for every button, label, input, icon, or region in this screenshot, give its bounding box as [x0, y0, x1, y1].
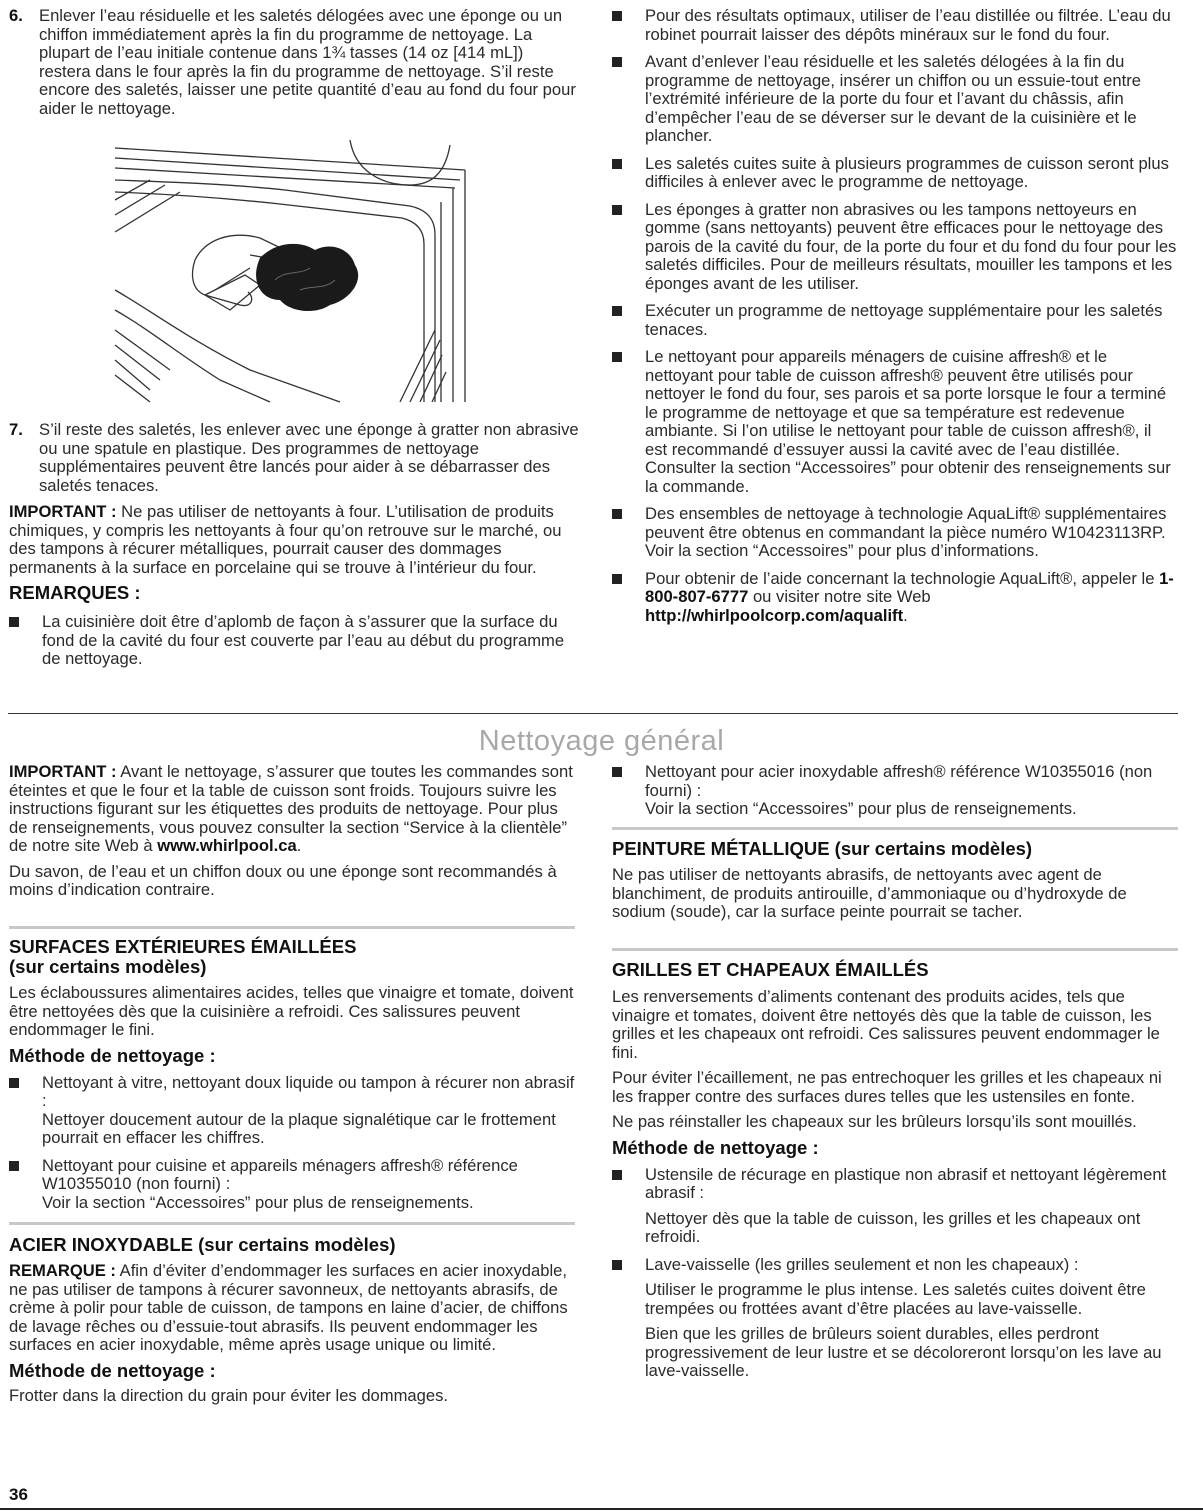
- rule: [9, 1222, 575, 1225]
- bullet-subtext: Voir la section “Accessoires” pour plus de renseignements.: [42, 1192, 474, 1212]
- bullet-square-icon: [9, 1078, 19, 1088]
- bottom-right-column: [612, 763, 1178, 819]
- methode-heading: Méthode de nettoyage :: [9, 1044, 216, 1066]
- surfaces-heading: SURFACES EXTÉRIEURES ÉMAILLÉES: [9, 936, 357, 957]
- bullet-subtext: Voir la section “Accessoires” pour plus de renseignements.: [645, 799, 1077, 818]
- top-left-column: [9, 7, 579, 118]
- acier-heading-bold: ACIER INOXYDABLE: [9, 1234, 193, 1255]
- surfaces-subheading: (sur certains modèles): [9, 956, 207, 977]
- important-paragraph: [9, 763, 575, 856]
- grilles-heading: GRILLES ET CHAPEAUX ÉMAILLÉS: [612, 959, 929, 980]
- page-number: 36: [9, 1485, 28, 1504]
- tip-bullet-5: [612, 302, 1178, 339]
- step-number: 7.: [9, 420, 23, 439]
- tip-bullet-6: [612, 348, 1178, 496]
- bullet-subtext: Utiliser le programme le plus intense. Les saletés cuites doivent être trempées ou frottées avant d’être placées au lave-vaisselle.: [645, 1280, 1146, 1318]
- bullet-text: La cuisinière doit être d’aplomb de façon à s’assurer que la surface du fond de la cavité du four est couverte par l’eau au début du programme de nettoyage.: [42, 612, 565, 668]
- bullet-text: Nettoyant à vitre, nettoyant doux liquide ou tampon à récurer non abrasif :: [42, 1072, 575, 1110]
- grilles-paragraph-2: Pour éviter l’écaillement, ne pas entrechoquer les grilles et les chapeaux ni les frapper contre des surfaces dures telles que les ustensiles en fonte.: [612, 1068, 1162, 1106]
- section-title: Nettoyage général: [478, 725, 725, 757]
- bullet-square-icon: [612, 1170, 622, 1180]
- tip-bullet-8: [612, 570, 1178, 626]
- rule: [612, 827, 1178, 830]
- bullet-square-icon: [612, 306, 622, 316]
- oven-cleaning-illustration: [110, 140, 470, 405]
- text-end: .: [296, 836, 302, 855]
- bullet-square-icon: [9, 1161, 19, 1171]
- bullet-square-icon: [9, 617, 19, 627]
- tip-bullet-3: [612, 155, 1178, 192]
- grilles-paragraph-3: Ne pas réinstaller les chapeaux sur les brûleurs lorsqu’ils sont mouillés.: [612, 1112, 1137, 1131]
- bullet-square-icon: [612, 57, 622, 67]
- rule: [9, 926, 575, 929]
- frotter-text: Frotter dans la direction du grain pour éviter les dommages.: [9, 1385, 449, 1405]
- important-label: IMPORTANT :: [9, 502, 117, 521]
- remarque-bullet: [9, 613, 579, 669]
- acier-heading-rest: (sur certains modèles): [193, 1234, 396, 1255]
- surfaces-bullet-1: [9, 1074, 575, 1148]
- rule: [612, 948, 1178, 951]
- phone-number: 1-800-807-6777: [645, 568, 1174, 606]
- peinture-heading: [612, 839, 1178, 859]
- text-pre: Pour obtenir de l’aide concernant la technologie AquaLift®, appeler le: [645, 568, 1160, 588]
- step-6: [9, 7, 579, 118]
- important-text: Avant le nettoyage, s’assurer que toutes les commandes sont éteintes et que le four et la table de cuisson sont froids. Toujours suivre les instructions figurant sur les étiquettes des produits de nettoyage. Pour plus de renseignements, vous pouvez consulter la section “Service à la clientèle” de notre site Web à: [9, 762, 573, 855]
- bullet-square-icon: [612, 205, 622, 215]
- remarques-heading: REMARQUES :: [9, 582, 141, 603]
- remarque-text: Afin d’éviter d’endommager les surfaces en acier inoxydable, ne pas utiliser de tampons à récurer savonneux, de nettoyants abrasifs, de crème à polir pour table de cuisson, de tampons en laine d’acier, de chiffons de lavage rêches ou d’essuie-tout abrasifs. Ils peuvent endommager les surfaces en acier inoxydable, même après usage unique ou limité.: [9, 1261, 568, 1354]
- bullet-text: Nettoyant pour cuisine et appareils ménagers affresh® référence W10355010 (non fourni) :: [42, 1155, 518, 1193]
- bullet-text: Les saletés cuites suite à plusieurs programmes de cuisson seront plus difficiles à enlever avec le programme de nettoyage.: [645, 153, 1169, 191]
- grilles-paragraph-1: Les renversements d’aliments contenant des produits acides, tels que vinaigre et tomates, doivent être nettoyés dès que la table de cuisson, les grilles et les chapeaux ont refroidi. Ces salissures peuvent endommager le fini.: [612, 987, 1160, 1062]
- remarque-label: REMARQUE :: [9, 1261, 116, 1280]
- bullet-square-icon: [612, 1260, 622, 1270]
- important-paragraph: [9, 503, 579, 577]
- important-text: Ne pas utiliser de nettoyants à four. L’utilisation de produits chimiques, y compris les nettoyants à four qu’on retrouve sur le marché, ou des tampons à récurer métalliques, pourrait causer des dommages permanents à la surface en porcelaine qui se trouve à l’intérieur du four.: [9, 502, 562, 577]
- grilles-section: [612, 960, 1178, 1381]
- tip-bullet-1: [612, 7, 1178, 44]
- inox-bullet: [612, 763, 1178, 819]
- text-mid: ou visiter notre site Web: [748, 587, 931, 606]
- bullet-square-icon: [612, 11, 622, 21]
- text-end: .: [903, 605, 908, 625]
- peinture-text: Ne pas utiliser de nettoyants abrasifs, de nettoyants avec agent de blanchiment, de produits antirouille, d’ammoniaque ou d’hydroxyde de sodium (soude), car la surface peinte pourrait se tacher.: [612, 865, 1127, 921]
- methode-heading: Méthode de nettoyage :: [9, 1359, 216, 1381]
- soap-paragraph: Du savon, de l’eau et un chiffon doux ou une éponge sont recommandés à moins d’indication contraire.: [9, 861, 557, 899]
- step-number: 6.: [9, 6, 23, 25]
- grilles-bullet-2: [612, 1256, 1178, 1381]
- bullet-text: Exécuter un programme de nettoyage supplémentaire pour les saletés tenaces.: [645, 301, 1163, 339]
- bullet-square-icon: [612, 352, 622, 362]
- bullet-subtext: Nettoyer doucement autour de la plaque signalétique car le frottement pourrait en effacer les chiffres.: [42, 1109, 556, 1147]
- important-label: IMPORTANT :: [9, 762, 117, 781]
- peinture-heading-bold: PEINTURE MÉTALLIQUE: [612, 838, 830, 859]
- tip-bullet-2: [612, 53, 1178, 146]
- acier-section: [9, 1235, 575, 1405]
- step-7: [9, 421, 579, 495]
- bullet-subtext: Bien que les grilles de brûleurs soient durables, elles perdront progressivement de leur lustre et se décoloreront lorsqu’on les lave au lave-vaisselle.: [645, 1324, 1162, 1380]
- bullet-square-icon: [612, 574, 622, 584]
- bullet-text: Pour des résultats optimaux, utiliser de l’eau distillée ou filtrée. L’eau du robinet pourrait laisser des dépôts minéraux sur le fond du four.: [645, 6, 1171, 44]
- tip-bullet-7: [612, 505, 1178, 561]
- bullet-text: Avant d’enlever l’eau résiduelle et les saletés délogées à la fin du programme de nettoyage, insérer un chiffon ou un essuie-tout entre l’extrémité inférieure de la porte du four et l’avant du châssis, afin d’empêcher l’eau de se déverser sur le devant de la cuisinière et le plancher.: [645, 52, 1141, 145]
- bullet-text: Le nettoyant pour appareils ménagers de cuisine affresh® et le nettoyant pour table de cuisson affresh® peuvent être utilisés pour nettoyer le fond du four, ses parois et sa porte lorsque le four a terminé le programme de nettoyage et que sa température est redevenue ambiante. Si l’on utilise le nettoyant pour table de cuisson affresh®, il est recommandé d’essuyer aussi la cavité avec de l’eau distillée. Consulter la section “Accessoires” pour obtenir des renseignements sur la commande.: [645, 347, 1171, 496]
- methode-heading: Méthode de nettoyage :: [612, 1136, 819, 1158]
- page-bottom-rule: [0, 1508, 1203, 1510]
- bullet-text: Lave-vaisselle (les grilles seulement et non les chapeaux) :: [645, 1254, 1079, 1274]
- top-left-column-lower: [9, 421, 579, 669]
- bullet-square-icon: [612, 159, 622, 169]
- surfaces-text: Les éclaboussures alimentaires acides, telles que vinaigre et tomate, doivent être nettoyées dès que la cuisinière a refroidi. Ces salissures peuvent endommager le fini.: [9, 983, 574, 1039]
- whirlpool-link[interactable]: www.whirlpool.ca: [157, 836, 297, 855]
- aqualift-link[interactable]: http://whirlpoolcorp.com/aqualift: [645, 605, 904, 625]
- peinture-section: [612, 839, 1178, 922]
- surfaces-bullet-2: [9, 1157, 575, 1213]
- step-text: S’il reste des saletés, les enlever avec une éponge à gratter non abrasive ou une spatule en plastique. Des programmes de nettoyage supplémentaires peuvent être lancés pour aider à se débarrasser des saletés tenaces.: [39, 420, 579, 495]
- step-text: Enlever l’eau résiduelle et les saletés délogées avec une éponge ou un chiffon immédiatement après la fin du programme de nettoyage. La plupart de l’eau initiale contenue dans 1¾ tasses (14 oz [414 mL]) restera dans le four après la fin du programme de nettoyage. S’il reste encore des saletés, laisser une petite quantité d’eau au fond du four pour aider le nettoyage.: [39, 6, 576, 118]
- surfaces-section: [9, 937, 575, 1212]
- bullet-square-icon: [612, 767, 622, 777]
- tip-bullet-4: [612, 201, 1178, 294]
- bullet-text: Les éponges à gratter non abrasives ou les tampons nettoyeurs en gomme (sans nettoyants) peuvent être efficaces pour le nettoyage des parois de la cavité du four, de la porte du four et du fond du four pour les saletés difficiles. Pour de meilleurs résultats, mouiller les tampons et les éponges avant de les utiliser.: [645, 199, 1177, 293]
- section-divider: [8, 713, 1178, 714]
- remarque-paragraph: [9, 1262, 575, 1355]
- grilles-bullet-1: [612, 1166, 1178, 1247]
- bottom-left-column: [9, 763, 575, 900]
- acier-heading: [9, 1235, 575, 1255]
- top-right-column: [612, 7, 1178, 625]
- bullet-text: Des ensembles de nettoyage à technologie AquaLift® supplémentaires peuvent être obtenus en commandant la pièce numéro W10423113RP. Voir la section “Accessoires” pour plus d’informations.: [645, 504, 1167, 560]
- bullet-square-icon: [612, 509, 622, 519]
- peinture-heading-rest: (sur certains modèles): [829, 838, 1033, 859]
- bullet-text: [645, 570, 1178, 626]
- bullet-subtext: Nettoyer dès que la table de cuisson, les grilles et les chapeaux ont refroidi.: [645, 1208, 1141, 1246]
- bullet-text: Nettoyant pour acier inoxydable affresh® référence W10355016 (non fourni) :: [645, 762, 1153, 800]
- bullet-text: Ustensile de récurage en plastique non abrasif et nettoyant légèrement abrasif :: [645, 1164, 1167, 1202]
